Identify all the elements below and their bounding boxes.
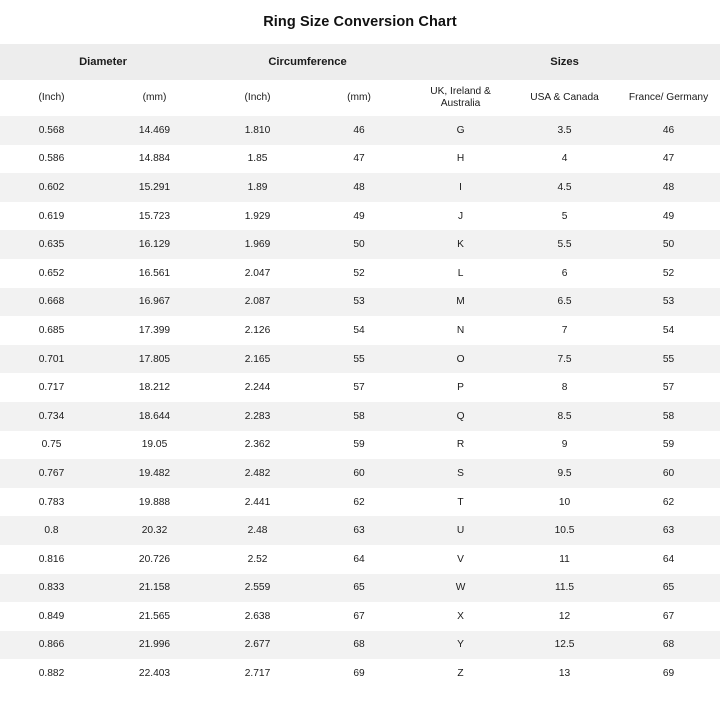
column-header-uk-ireland-australia	[409, 80, 512, 116]
cell: 0.866	[0, 631, 103, 660]
cell: 21.996	[103, 631, 206, 660]
cell: 19.888	[103, 488, 206, 517]
cell: Y	[409, 631, 512, 660]
cell: 0.668	[0, 288, 103, 317]
cell: 9	[512, 431, 617, 460]
cell: 6	[512, 259, 617, 288]
table-row	[0, 459, 720, 488]
cell: 68	[309, 631, 409, 660]
cell: Q	[409, 402, 512, 431]
cell: 12	[512, 602, 617, 631]
cell: L	[409, 259, 512, 288]
cell: W	[409, 574, 512, 603]
cell: 16.967	[103, 288, 206, 317]
table-row	[0, 288, 720, 317]
table-row	[0, 373, 720, 402]
cell: 2.047	[206, 259, 309, 288]
cell: P	[409, 373, 512, 402]
table-row	[0, 631, 720, 660]
column-header-label: UK, Ireland & Australia	[430, 86, 491, 109]
cell: O	[409, 345, 512, 374]
cell: 1.85	[206, 145, 309, 174]
cell: 16.129	[103, 230, 206, 259]
cell: 2.362	[206, 431, 309, 460]
cell: 4	[512, 145, 617, 174]
cell: 54	[617, 316, 720, 345]
cell: 0.849	[0, 602, 103, 631]
cell: 2.087	[206, 288, 309, 317]
column-header-label: (Inch)	[244, 92, 271, 103]
cell: 0.783	[0, 488, 103, 517]
cell: 13	[512, 659, 617, 688]
group-header-sizes: Sizes	[409, 44, 720, 80]
cell: 63	[617, 516, 720, 545]
cell: 0.734	[0, 402, 103, 431]
cell: 0.586	[0, 145, 103, 174]
cell: 64	[309, 545, 409, 574]
cell: 52	[309, 259, 409, 288]
cell: 7.5	[512, 345, 617, 374]
column-header-label: France/ Germany	[628, 92, 709, 103]
cell: 58	[617, 402, 720, 431]
cell: 5	[512, 202, 617, 231]
cell: 0.767	[0, 459, 103, 488]
cell: 55	[309, 345, 409, 374]
cell: 59	[617, 431, 720, 460]
cell: 63	[309, 516, 409, 545]
cell: 2.165	[206, 345, 309, 374]
cell: 21.158	[103, 574, 206, 603]
table-row	[0, 145, 720, 174]
cell: 0.635	[0, 230, 103, 259]
cell: 67	[309, 602, 409, 631]
cell: 52	[617, 259, 720, 288]
cell: 2.559	[206, 574, 309, 603]
cell: T	[409, 488, 512, 517]
cell: X	[409, 602, 512, 631]
cell: K	[409, 230, 512, 259]
cell: 0.619	[0, 202, 103, 231]
cell: 14.469	[103, 116, 206, 145]
cell: H	[409, 145, 512, 174]
cell: 0.602	[0, 173, 103, 202]
cell: 62	[309, 488, 409, 517]
cell: 0.833	[0, 574, 103, 603]
cell: 2.441	[206, 488, 309, 517]
cell: 46	[309, 116, 409, 145]
cell: 10.5	[512, 516, 617, 545]
cell: 17.399	[103, 316, 206, 345]
cell: 65	[309, 574, 409, 603]
table-row	[0, 230, 720, 259]
cell: 47	[309, 145, 409, 174]
cell: 11	[512, 545, 617, 574]
cell: 3.5	[512, 116, 617, 145]
cell: J	[409, 202, 512, 231]
cell: 1.89	[206, 173, 309, 202]
cell: 15.723	[103, 202, 206, 231]
cell: 2.482	[206, 459, 309, 488]
table-row	[0, 545, 720, 574]
cell: 17.805	[103, 345, 206, 374]
table-row	[0, 402, 720, 431]
cell: 0.75	[0, 431, 103, 460]
cell: 2.48	[206, 516, 309, 545]
cell: 0.882	[0, 659, 103, 688]
cell: 50	[617, 230, 720, 259]
table-row	[0, 659, 720, 688]
group-header-circumference: Circumference	[206, 44, 409, 80]
cell: 12.5	[512, 631, 617, 660]
cell: 0.652	[0, 259, 103, 288]
group-header-diameter: Diameter	[0, 44, 206, 80]
cell: 46	[617, 116, 720, 145]
column-header-label: (mm)	[347, 92, 371, 103]
table-body	[0, 44, 720, 688]
cell: G	[409, 116, 512, 145]
cell: 2.638	[206, 602, 309, 631]
column-header-label: (mm)	[142, 92, 167, 103]
cell: 50	[309, 230, 409, 259]
cell: 69	[309, 659, 409, 688]
cell: 2.126	[206, 316, 309, 345]
table-group-header-row	[0, 44, 720, 80]
cell: 49	[309, 202, 409, 231]
column-header-label: USA & Canada	[530, 92, 599, 103]
cell: 5.5	[512, 230, 617, 259]
cell: 6.5	[512, 288, 617, 317]
cell: 16.561	[103, 259, 206, 288]
cell: 60	[617, 459, 720, 488]
table-row	[0, 488, 720, 517]
cell: 2.283	[206, 402, 309, 431]
cell: 10	[512, 488, 617, 517]
cell: 21.565	[103, 602, 206, 631]
column-header-usa-canada	[512, 80, 617, 116]
cell: 7	[512, 316, 617, 345]
cell: 54	[309, 316, 409, 345]
cell: 15.291	[103, 173, 206, 202]
column-header-france-germany	[617, 80, 720, 116]
table-row	[0, 116, 720, 145]
cell: 0.685	[0, 316, 103, 345]
cell: 8.5	[512, 402, 617, 431]
cell: N	[409, 316, 512, 345]
cell: 53	[309, 288, 409, 317]
cell: 2.677	[206, 631, 309, 660]
cell: 68	[617, 631, 720, 660]
cell: 20.32	[103, 516, 206, 545]
table-row	[0, 345, 720, 374]
cell: 55	[617, 345, 720, 374]
cell: 11.5	[512, 574, 617, 603]
cell: M	[409, 288, 512, 317]
cell: 48	[617, 173, 720, 202]
cell: V	[409, 545, 512, 574]
cell: Z	[409, 659, 512, 688]
cell: 1.810	[206, 116, 309, 145]
cell: 1.929	[206, 202, 309, 231]
cell: 0.816	[0, 545, 103, 574]
cell: 60	[309, 459, 409, 488]
column-header-diameter-inch	[0, 80, 103, 116]
cell: 19.05	[103, 431, 206, 460]
cell: 58	[309, 402, 409, 431]
table-row	[0, 574, 720, 603]
ring-size-conversion-table	[0, 44, 720, 688]
table-row	[0, 259, 720, 288]
cell: 47	[617, 145, 720, 174]
cell: 18.644	[103, 402, 206, 431]
cell: 2.52	[206, 545, 309, 574]
cell: 0.717	[0, 373, 103, 402]
page-title: Ring Size Conversion Chart	[263, 14, 457, 30]
cell: 14.884	[103, 145, 206, 174]
cell: 9.5	[512, 459, 617, 488]
cell: 0.8	[0, 516, 103, 545]
table-row	[0, 173, 720, 202]
table-row	[0, 316, 720, 345]
column-header-label: (Inch)	[38, 92, 65, 103]
cell: 65	[617, 574, 720, 603]
cell: 20.726	[103, 545, 206, 574]
cell: 49	[617, 202, 720, 231]
cell: 2.717	[206, 659, 309, 688]
cell: I	[409, 173, 512, 202]
column-header-diameter-mm	[103, 80, 206, 116]
cell: 22.403	[103, 659, 206, 688]
cell: 57	[617, 373, 720, 402]
cell: 62	[617, 488, 720, 517]
table-row	[0, 602, 720, 631]
cell: R	[409, 431, 512, 460]
cell: 0.701	[0, 345, 103, 374]
cell: U	[409, 516, 512, 545]
table-row	[0, 516, 720, 545]
table-row	[0, 431, 720, 460]
table-row	[0, 202, 720, 231]
cell: 67	[617, 602, 720, 631]
cell: 2.244	[206, 373, 309, 402]
cell: 48	[309, 173, 409, 202]
cell: 4.5	[512, 173, 617, 202]
cell: S	[409, 459, 512, 488]
cell: 0.568	[0, 116, 103, 145]
cell: 64	[617, 545, 720, 574]
cell: 8	[512, 373, 617, 402]
cell: 69	[617, 659, 720, 688]
cell: 59	[309, 431, 409, 460]
cell: 53	[617, 288, 720, 317]
column-header-circumference-inch	[206, 80, 309, 116]
table-sub-header-row	[0, 80, 720, 116]
cell: 18.212	[103, 373, 206, 402]
cell: 19.482	[103, 459, 206, 488]
column-header-circumference-mm	[309, 80, 409, 116]
cell: 57	[309, 373, 409, 402]
cell: 1.969	[206, 230, 309, 259]
